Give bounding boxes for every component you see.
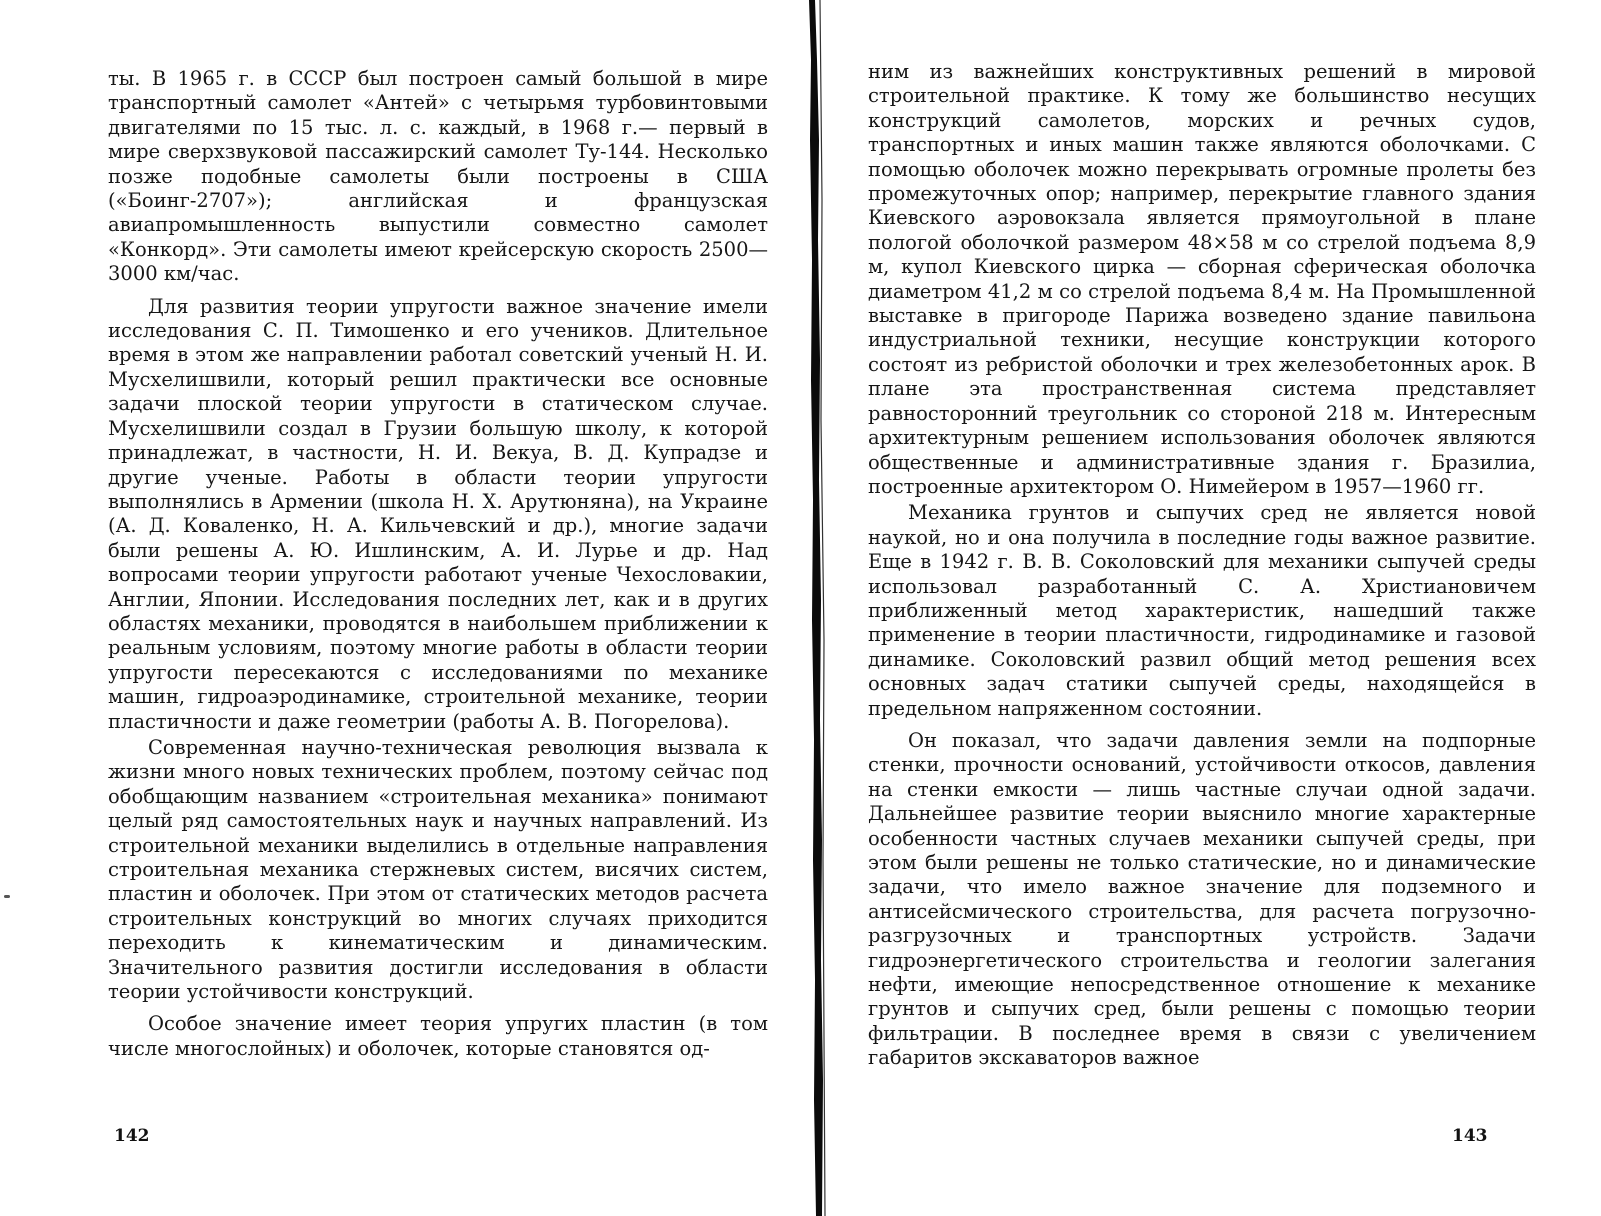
gutter-ink-band bbox=[809, 0, 823, 1216]
right-paragraph-1: ним из важнейших конструктивных решений в мировой строительной практике. К тому же большинство несущих конструкций самолетов, морских и речных судов, транспортных и иных машин также являются оболочками. С помощью оболочек можно перекрывать огромные пролеты без промежуточных опор; например, перекрытие главного здания Киевского аэровокзала является прямоугольной в плане пологой оболочкой размером 48×58 м со стрелой подъема 8,9 м, купол Киевского цирка — сборная сферическая оболочка диаметром 41,2 м со стрелой подъема 8,4 м. На Промышленной выставке в пригороде Парижа возведено здание павильона индустриальной техники, несущие конструкции которого состоят из ребристой оболочки и трех железобетонных арок. В плане эта пространственная система представляет равносторонний треугольник со стороной 218 м. Интересным архитектурным решением использования оболочек являются общественные и административные здания г. Бразилиа, построенные архитектором О. Нимейером в 1957—1960 гг. bbox=[868, 60, 1536, 498]
right-paragraph-3: Он показал, что задачи давления земли на подпорные стенки, прочности оснований, устойчивости откосов, давления на стенки емкости — лишь частные случаи одной задачи. Дальнейшее развитие теории выяснило многие характерные особенности частных случаев механики сыпучей среды, при этом были решены не только статические, но и динамические задачи, что имело важное значение для подземного и антисейсмического строительства, для расчета погрузочно-разгрузочных и транспортных устройств. Задачи гидроэнергетического строительства и геологии залегания нефти, имеющие непосредственное отношение к механике грунтов и сыпучих сред, были решены с помощью теории фильтрации. В последнее время в связи с увеличением габаритов экскаваторов важное bbox=[868, 728, 1536, 1070]
left-paragraph-3: Современная научно-техническая революция вызвала к жизни много новых технических проблем, поэтому сейчас под обобщающим названием «строительная механика» понимают целый ряд самостоятельных наук и научных направлений. Из строительной механики выделились в отдельные направления строительная механика стержневых систем, висячих систем, пластин и оболочек. При этом от статических методов расчета строительных конструкций во многих случаях приходится переходить к кинематическим и динамическим. Значительного развития достигли исследования в области теории устойчивости конструкций. bbox=[108, 735, 768, 1004]
right-page-text bbox=[868, 60, 1536, 1071]
left-page-text bbox=[108, 67, 768, 1061]
right-paragraph-2: Механика грунтов и сыпучих сред не является новой наукой, но и она получила в последние годы важное развитие. Еще в 1942 г. В. В. Соколовский для механики сыпучей среды использовал разработанный С. А. Христиановичем приближенный метод характеристик, нашедший также применение в теории пластичности, гидродинамике и газовой динамике. Соколовский развил общий метод решения всех основных задач статики сыпучей среды, находящейся в предельном напряженном состоянии. bbox=[868, 501, 1536, 720]
left-paragraph-2: Для развития теории упругости важное значение имели исследования С. П. Тимошенко и его учеников. Длительное время в этом же направлении работал советский ученый Н. И. Мусхелишвили, который решил практически все основные задачи плоской теории упругости в статическом случае. Мусхелишвили создал в Грузии большую школу, к которой принадлежат, в частности, Н. И. Векуа, В. Д. Купрадзе и другие ученые. Работы в области теории упругости выполнялись в Армении (школа Н. Х. Арутюняна), на Украине (А. Д. Коваленко, Н. А. Кильчевский и др.), многие задачи были решены А. Ю. Ишлинским, А. И. Лурье и др. Над вопросами теории упругости работают ученые Чехословакии, Англии, Японии. Исследования последних лет, как и в других областях механики, проводятся в наибольшем приближении к реальным условиям, поэтому многие работы в области теории упругости пересекаются с исследованиями по механике машин, гидроаэродинамике, строительной механике, теории пластичности и даже геометрии (работы А. В. Погорелова). bbox=[108, 294, 768, 733]
page-number-right: 143 bbox=[1452, 1126, 1488, 1146]
stray-ink-mark bbox=[4, 895, 10, 898]
page-number-left: 142 bbox=[114, 1126, 150, 1146]
left-paragraph-4: Особое значение имеет теория упругих пластин (в том числе многослойных) и оболочек, которые становятся од- bbox=[108, 1012, 768, 1060]
book-gutter-shadow bbox=[806, 0, 840, 1216]
left-paragraph-1: ты. В 1965 г. в СССР был построен самый большой в мире транспортный самолет «Антей» с четырьмя турбовинтовыми двигателями по 15 тыс. л. с. каждый, в 1968 г.— первый в мире сверхзвуковой пассажирский самолет Ту-144. Несколько позже подобные самолеты были построены в США («Боинг-2707»); английская и французская авиапромышленность выпустили совместно самолет «Конкорд». Эти самолеты имеют крейсерскую скорость 2500—3000 км/час. bbox=[108, 67, 768, 286]
